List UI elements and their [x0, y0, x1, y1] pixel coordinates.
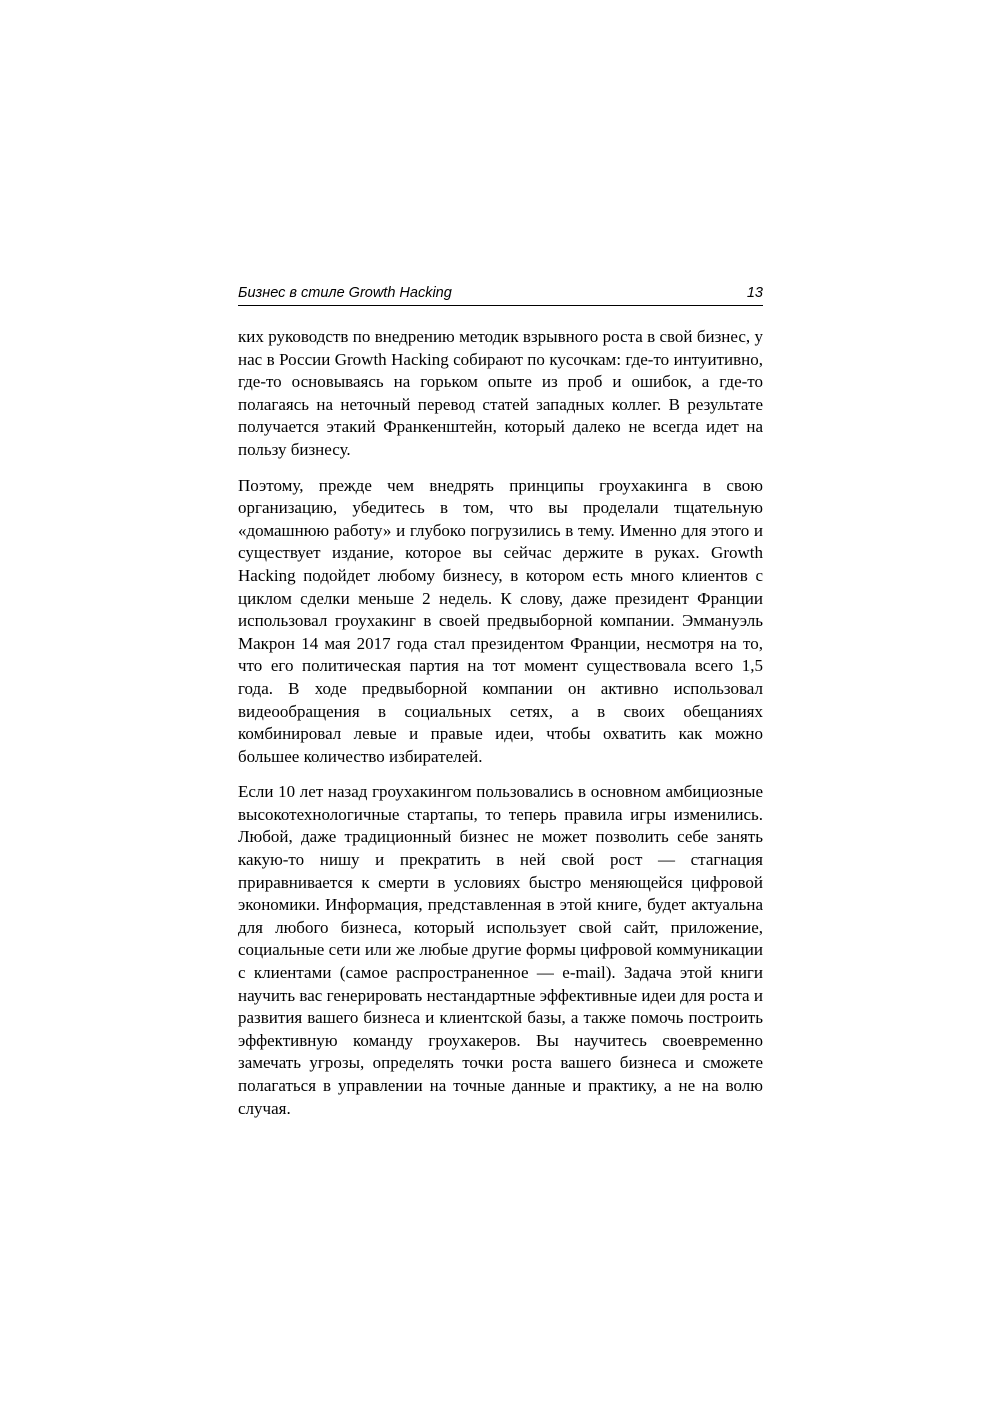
paragraph-1: ких руководств по внедрению методик взрывного роста в свой бизнес, у нас в России Growth Hacking собирают по кусочкам: где-то интуитивно, где-то основываясь на горьком опыте из проб и ошибок, а где-то полагаясь на неточный перевод статей западных коллег. В результате получается этакий Франкенштейн, который далеко не всегда идет на пользу бизнесу.: [238, 327, 763, 459]
paragraph-3: Если 10 лет назад гроухакингом пользовались в основном амбициозные высокотехнологичные стартапы, то теперь правила игры изменились. Любой, даже традиционный бизнес не может позволить себе занять какую-то нишу и прекратить в ней свой рост — стагнация приравнивается к смерти в условиях быстро меняющейся цифровой экономики. Информация, представленная в этой книге, будет актуальна для любого бизнеса, который использует свой сайт, приложение, социальные сети или же любые другие формы цифровой коммуникации с клиентами (самое распространенное — e-mail). Задача этой книги научить вас генерировать нестандартные эффективные идеи для роста и развития вашего бизнеса и клиентской базы, а также помочь построить эффективную команду гроухакеров. Вы научитесь своевременно замечать угрозы, определять точки роста вашего бизнеса и сможете полагаться в управлении на точные данные и практику, а не на волю случая.: [238, 782, 763, 1118]
page-number: 13: [746, 285, 763, 301]
book-page: [238, 283, 763, 1133]
paragraph-2: Поэтому, прежде чем внедрять принципы гроухакинга в свою организацию, убедитесь в том, что вы проделали тщательную «домашнюю работу» и глубоко погрузились в тему. Именно для этого и существует издание, которое вы сейчас держите в руках. Growth Hacking подойдет любому бизнесу, в котором есть много клиентов с циклом сделки меньше 2 недель. К слову, даже президент Франции использовал гроухакинг в своей предвыборной компании. Эммануэль Макрон 14 мая 2017 года стал президентом Франции, несмотря на то, что его политическая партия на тот момент существовала всего 1,5 года. В ходе предвыборной компании он активно использовал видеообращения в социальных сетях, а в своих обещаниях комбинировал левые и правые идеи, чтобы охватить как можно большее количество избирателей.: [238, 475, 763, 766]
running-title: Бизнес в стиле Growth Hacking: [238, 285, 452, 301]
running-header: [238, 283, 763, 306]
body-text: [238, 326, 763, 1120]
